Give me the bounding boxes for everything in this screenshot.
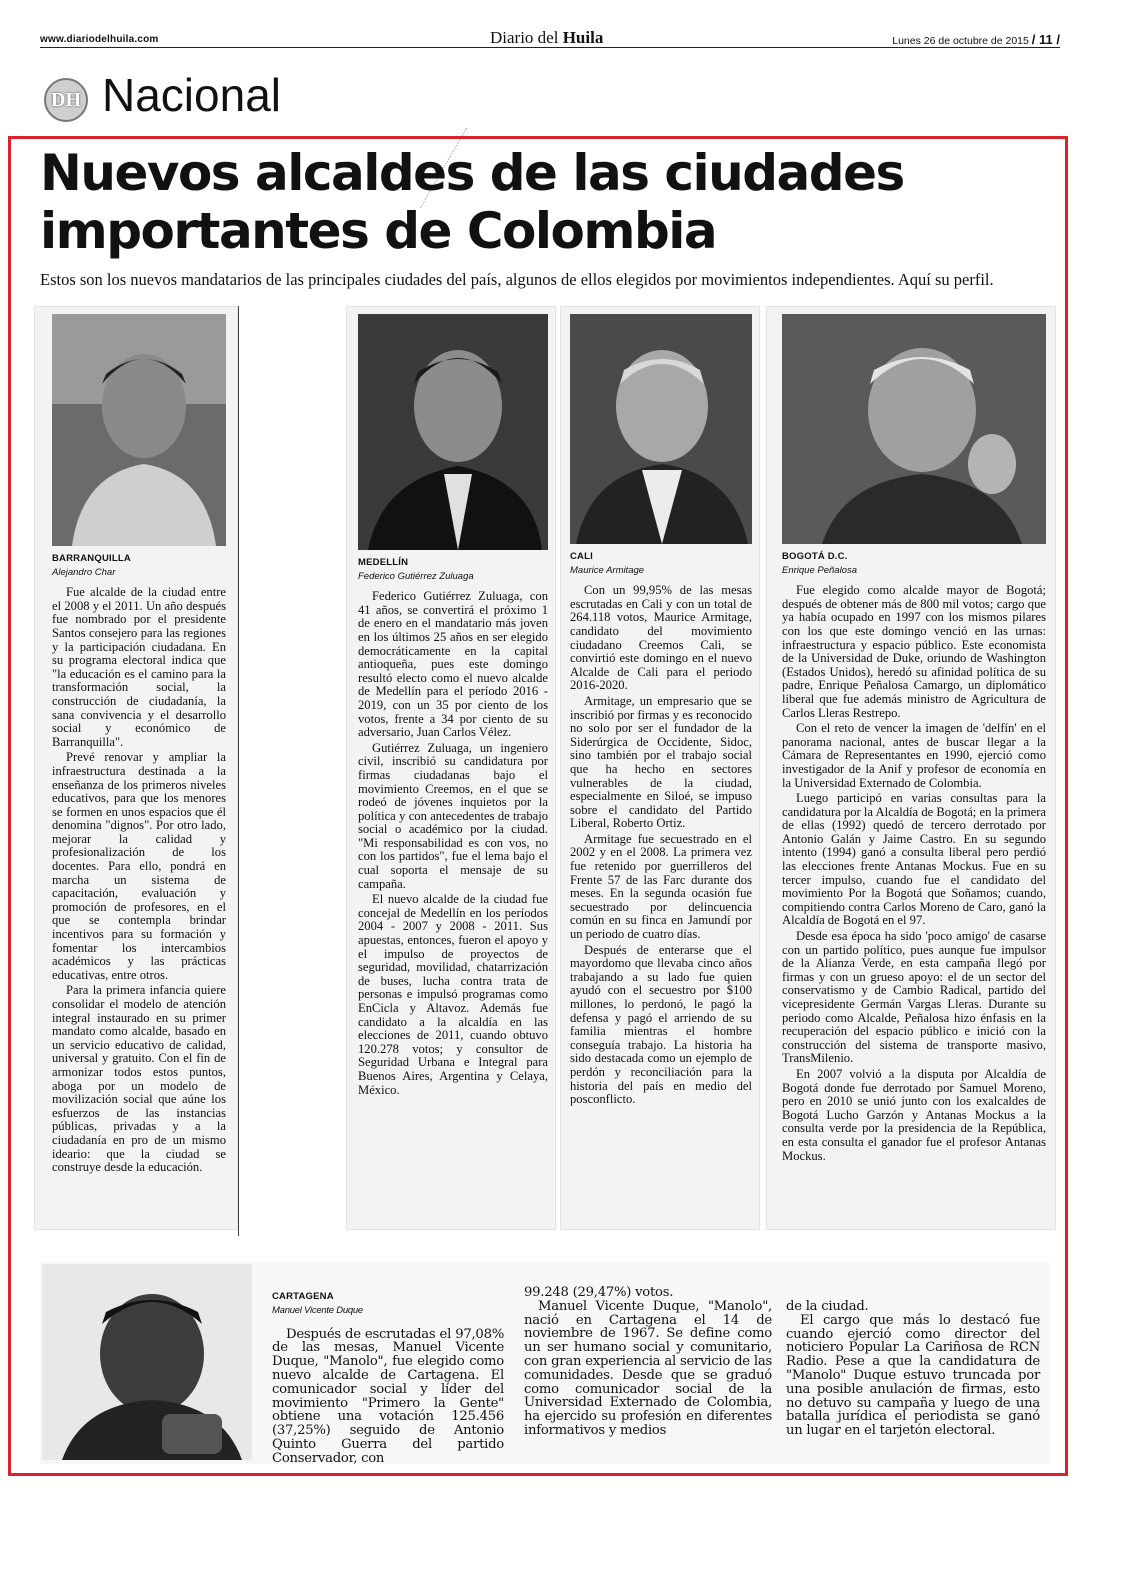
profile-column-medellin — [358, 314, 548, 1099]
caption-name: Manuel Vicente Duque — [272, 1304, 363, 1316]
paragraph: Federico Gutiérrez Zuluaga, con 41 años, se convertirá el próximo 1 de enero en el mandatario más joven en los últimos 25 años en ser elegido democráticamente en la capital antioqueña, pues este domingo resultó electo como el nuevo alcalde de Medellín para el período 2016 - 2019, con un 35 por ciento de los votos, frente a 34 por ciento de su adversario, Juan Carlos Vélez. — [358, 589, 548, 740]
paragraph-continuation: de la ciudad. — [786, 1299, 869, 1314]
paragraph: Armitage, un empresario que se inscribió por firmas y es reconocido no solo por ser el fundador de la Siderúrgica de Occidente, Sidoc, sino también por el trabajo social que ha hecho en sectores vulnerables de la ciudad, especialmente en Siloé, se impuso sobre el candidato del Partido Liberal, Roberto Ortiz. — [570, 693, 752, 831]
paragraph: Fue alcalde de la ciudad entre el 2008 y el 2011. Un año después fue nombrado por el presidente Santos consejero para las regiones y la participación ciudadana. En su programa electoral indica que "la educación es el camino para la transformación social, la construcción de ciudadanía, la sana convivencia y el desarrollo social y económico de Barranquilla". — [52, 585, 226, 749]
paragraph-continuation: 99.248 (29,47%) votos. — [524, 1285, 674, 1300]
page-number: / 11 / — [1031, 32, 1060, 47]
paragraph: Armitage fue secuestrado en el 2002 y en el 2008. La primera vez fue retenido por guerrilleros del Frente 57 de las Farc durante dos meses. En la segunda ocasión fue secuestrado por delincuencia común en su finca en Jamundí por un periodo de cuatro días. — [570, 831, 752, 942]
paragraph: Con un 99,95% de las mesas escrutadas en Cali y con un total de 264.118 votos, Maurice Armitage, candidato del movimiento ciudadano Creemos Cali, se convirtió este domingo en el nuevo Alcalde de Cali para el periodo 2016-2020. — [570, 583, 752, 693]
column-divider — [238, 306, 239, 1236]
portrait-icon — [52, 314, 226, 546]
portrait-photo — [570, 314, 752, 544]
caption-name: Maurice Armitage — [570, 564, 645, 576]
portrait-photo — [358, 314, 548, 550]
issue-date: Lunes 26 de octubre de 2015 — [892, 35, 1029, 47]
portrait-icon — [358, 314, 548, 550]
portrait-icon — [42, 1264, 252, 1460]
headline: Nuevos alcaldes de las ciudades importantes de Colombia — [40, 144, 904, 260]
cartagena-column-2 — [524, 1286, 772, 1438]
paragraph: El cargo que más lo destacó fue cuando ejerció como director del noticiero Popular La Cariñosa de RCN Radio. Pese a que la candidatura de "Manolo" Duque estuvo truncada por una posible anulación de firmas, esto no detuvo su campaña y luego de una batalla jurídica el periodista se ganó un lugar en el tarjetón electoral. — [786, 1312, 1040, 1439]
caption-name: Alejandro Char — [52, 566, 116, 578]
portrait-photo — [52, 314, 226, 546]
page-header — [40, 28, 1060, 48]
portrait-icon — [782, 314, 1046, 544]
paragraph: Gutiérrez Zuluaga, un ingeniero civil, inscribió su candidatura por firmas ciudadanas bajo el movimiento Creemos, en el que se rodeó de jóvenes inquietos por la política y con antecedentes de trabajo social o académico por la ciudad. "Mi responsabilidad es con vos, no con los partidos", fue el lema bajo el cual soporta el mensaje de su campaña. — [358, 740, 548, 891]
dh-logo-icon: DH — [44, 78, 88, 122]
paragraph: Con el reto de vencer la imagen de 'delfín' en el panorama nacional, antes de buscar llegar a la Cámara de Representantes en 1990, ejerció como investigador de la Anif y profesor de economía en la Universidad Externado de Colombia. — [782, 721, 1046, 790]
paragraph: En 2007 volvió a la disputa por Alcaldía de Bogotá donde fue derrotado por Samuel Moreno, pero en 2010 se unió junto con los exalcaldes de Bogotá Lucho Garzón y Antanas Mockus a la consulta verde por la presidencia de la República, en esta consulta el ganador fue el profesor Antanas Mockus. — [782, 1066, 1046, 1163]
caption-city: BARRANQUILLA — [52, 553, 131, 564]
paragraph: Después de escrutadas el 97,08% de las mesas, Manuel Vicente Duque, "Manolo", fue elegido como nuevo alcalde de Cartagena. El comunicador social y líder del movimiento "Primero la Gente" obtiene una votación 125.456 (37,25%) seguido de Antonio Quinto Guerra del partido Conservador, con — [272, 1326, 504, 1466]
section-title: Nacional — [102, 69, 281, 121]
paragraph: Para la primera infancia quiere consolidar el modelo de atención integral instaurado en su primer mandato como alcalde, basado en un servicio educativo de calidad, universal y gratuito. Con el fin de armonizar todos estos puntos, aboga por un modelo de movilización social que aúne los esfuerzos de las instancias públicas, privadas y a la ciudadanía en pro de un mismo ideario: que la ciudad se construye desde la educación. — [52, 983, 226, 1175]
caption-city: BOGOTÁ D.C. — [782, 551, 848, 562]
profile-column-cali — [570, 314, 752, 1109]
paragraph: Fue elegido como alcalde mayor de Bogotá; después de obtener más de 800 mil votos; cargo que ya había ocupado en 1997 con los mismos pilares con los que este domingo venció en las urnas: infraestructura y espacio público. Este economista de la Universidad de Duke, oriundo de Washington (Estados Unidos), heredó su afinidad política de su padre, Enrique Peñalosa Camargo, un diplomático liberal que fue además ministro de Agricultura de Carlos Lleras Restrepo. — [782, 583, 1046, 720]
portrait-icon — [570, 314, 752, 544]
paper-name: Diario del Huila — [490, 28, 604, 47]
paragraph: Luego participó en varias consultas para la candidatura por la Alcaldía de Bogotá; en la primera de ellas (1992) quedó de tercero derrotado por Antonio Galán y Jaime Castro. En su segundo intento (1994) ganó a consulta liberal pero perdió las elecciones frente Antanas Mockus. Fue en su tercer impulso, cuando fue el candidato del movimiento Por la Bogotá que Soñamos; cuando, compitiendo contra Carlos Moreno de Caro, ganó la Alcaldía de Bogotá en el 97. — [782, 791, 1046, 928]
site-url[interactable]: www.diariodelhuila.com — [40, 34, 159, 45]
caption-city: CARTAGENA — [272, 1291, 334, 1302]
caption-name: Federico Gutiérrez Zuluaga — [358, 570, 474, 582]
portrait-photo — [782, 314, 1046, 544]
date-line — [892, 32, 1060, 47]
profile-column-bogota — [782, 314, 1046, 1165]
paragraph: Desde esa época ha sido 'poco amigo' de casarse con un partido político, pues aunque fue impulsor de la Alianza Verde, en esta campaña llegó por firmas y con un grueso apoyo: el de un sector del conservatismo y de Cambio Radical, partido del vicepresidente Germán Vargas Lleras. Durante su periodo como Alcalde, Peñalosa hizo énfasis en la recuperación del espacio público e inició con la construcción del sistema de transporte masivo, TransMilenio. — [782, 929, 1046, 1066]
profile-column-barranquilla — [52, 314, 226, 1177]
paragraph: Después de enterarse que el mayordomo que llevaba cinco años trabajando a su lado fue quien ayudó con el secuestro por $100 millones, lo perdonó, le pagó la defensa y pagó el arriendo de su familia mientras el hombre conseguía trabajo. La historia ha sido destacada como un ejemplo de perdón y reconciliación para la historia del país en medio del posconflicto. — [570, 942, 752, 1107]
portrait-photo-cartagena — [42, 1264, 252, 1460]
cartagena-column-1 — [272, 1290, 504, 1466]
cartagena-column-3 — [786, 1300, 1040, 1438]
paragraph: El nuevo alcalde de la ciudad fue concejal de Medellín en los períodos 2004 - 2007 y 2008 - 2011. Sus apuestas, entonces, fueron el apoyo y el impulso de proyectos de seguridad, movilidad, chatarrización de buses, lucha contra trata de personas e impulsó programas como EnCicla y Altavoz. Además fue candidato a la alcaldía en las elecciones de 2011, cuando obtuvo 120.278 votos; y consultor de Seguridad Urbana e Integral para Buenos Aires, Argentina y Celaya, México. — [358, 892, 548, 1097]
caption-name: Enrique Peñalosa — [782, 564, 857, 576]
paragraph: Prevé renovar y ampliar la infraestructura destinada a la enseñanza de los primeros niveles educativos, para que los menores se formen en unos espacios que él denomina "dignos". Por otro lado, mejorar la calidad y profesionalización de los docentes. Para ello, pondrá en marcha un sistema de capacitación, evaluación y promoción de profesores, en el que se contempla brindar incentivos para su formación y fomentar los intercambios académicos y las prácticas educativas, entre otros. — [52, 750, 226, 982]
subhead: Estos son los nuevos mandatarios de las principales ciudades del país, algunos de ellos elegidos por movimientos independientes. Aquí su perfil. — [40, 270, 994, 289]
caption-city: MEDELLÍN — [358, 557, 409, 568]
paragraph: Manuel Vicente Duque, "Manolo", nació en Cartagena el 14 de noviembre de 1967. Se define como un ser humano social y comunitario, con gran experiencia al servicio de las comunidades. Desde que se graduó como comunicador social de la Universidad Externado de Colombia, ha ejercido su profesión en diferentes informativos y medios — [524, 1298, 772, 1438]
caption-city: CALI — [570, 551, 593, 562]
